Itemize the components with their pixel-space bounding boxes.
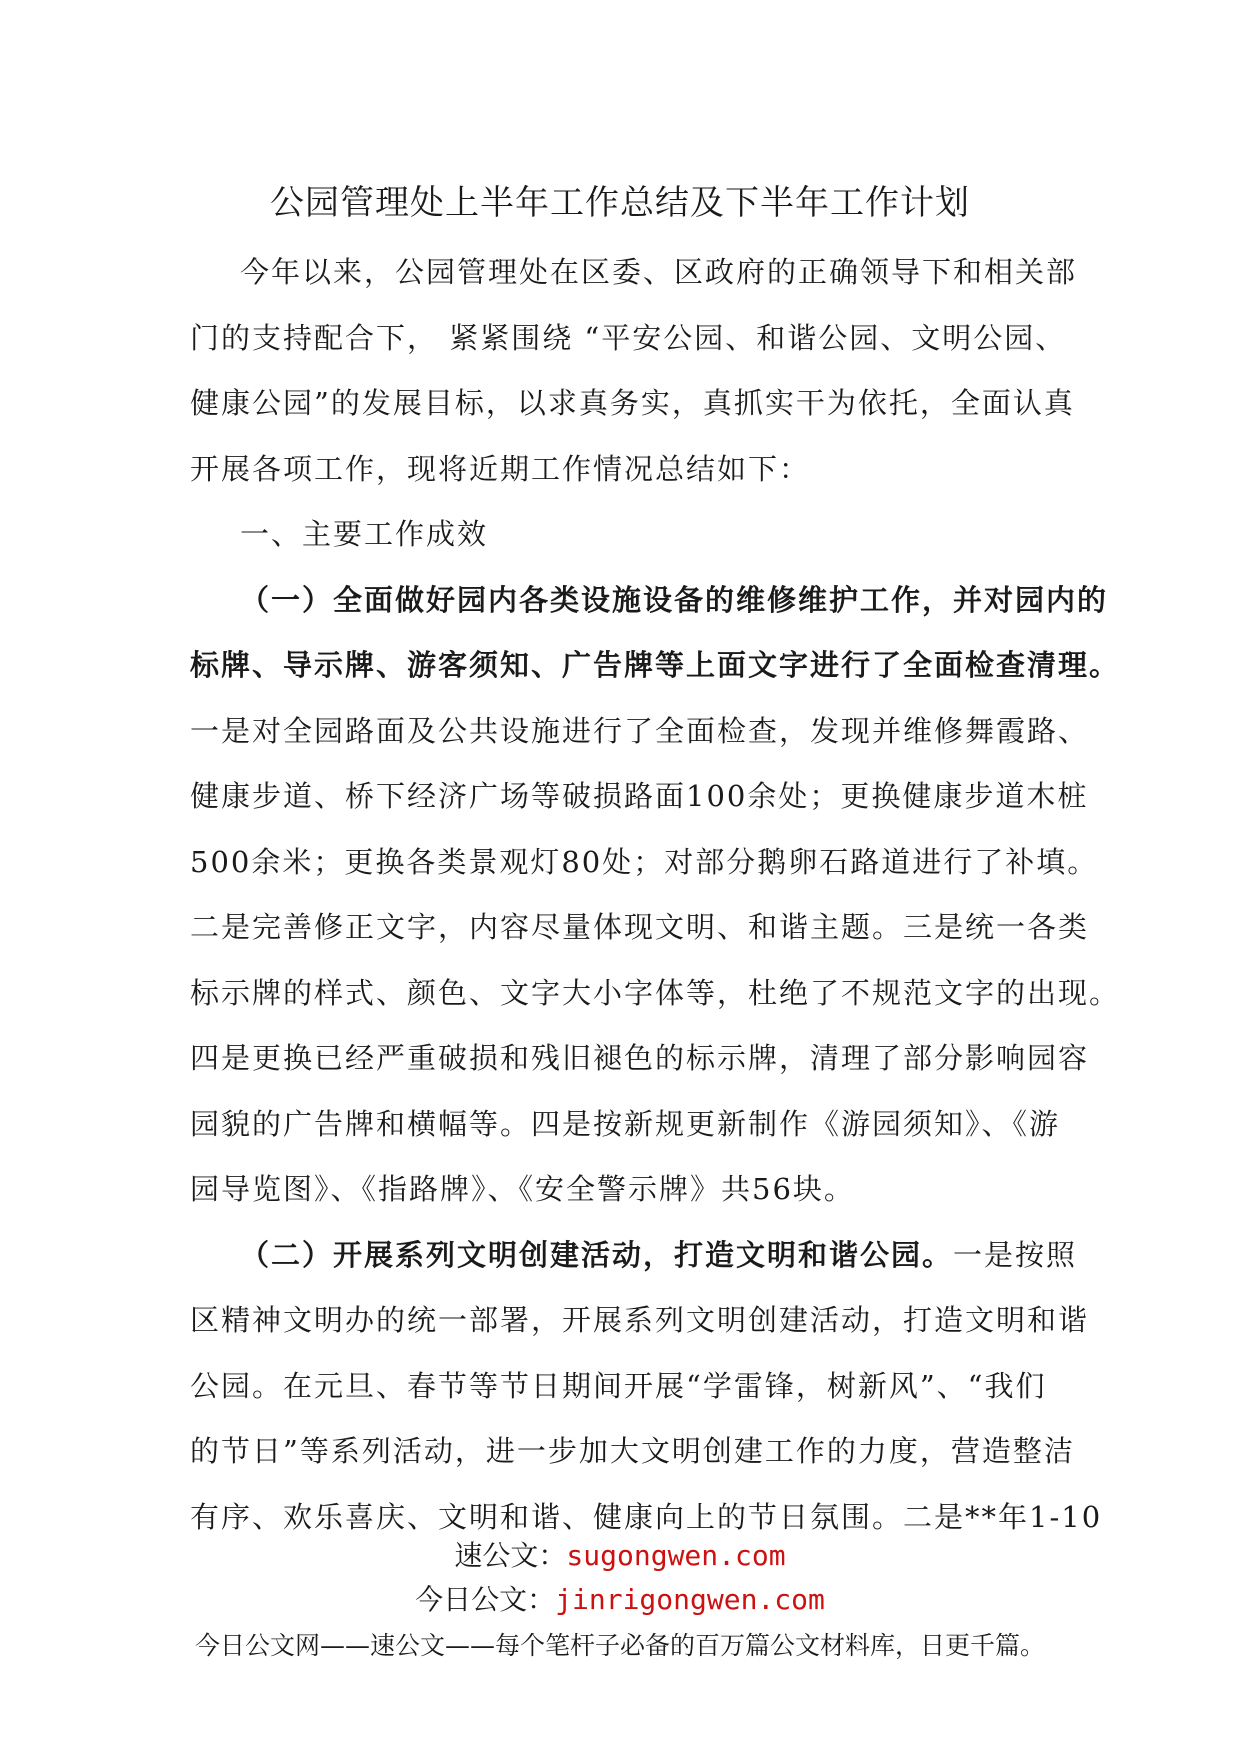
footer-label: 速公文： bbox=[454, 1539, 567, 1572]
paragraph-line: 一是对全园路面及公共设施进行了全面检查，发现并维修舞霞路、 bbox=[190, 713, 1090, 748]
footer-link-jinrigongwen[interactable]: jinrigongwen.com bbox=[555, 1583, 825, 1616]
paragraph-line: 二是完善修正文字，内容尽量体现文明、和谐主题。三是统一各类 bbox=[190, 910, 1090, 944]
paragraph-line: 区精神文明办的统一部署，开展系列文明创建活动，打造文明和谐 bbox=[190, 1303, 1090, 1337]
footer-tagline: 今日公文网——速公文——每个笔杆子必备的百万篇公文材料库，日更千篇。 bbox=[194, 1631, 1045, 1660]
footer-link-sugongwen[interactable]: sugongwen.com bbox=[566, 1539, 786, 1572]
subsection-heading-1-cont: 标牌、导示牌、游客须知、广告牌等上面文字进行了全面检查清理。 bbox=[190, 648, 1121, 682]
subsection-heading-1: （一）全面做好园内各类设施设备的维修维护工作，并对园内的 bbox=[240, 582, 1109, 617]
paragraph-line: 500余米；更换各类景观灯80处；对部分鹅卵石路道进行了补填。 bbox=[190, 844, 1099, 879]
document-title: 公园管理处上半年工作总结及下半年工作计划 bbox=[270, 183, 970, 223]
paragraph-line: 四是更换已经严重破损和残旧褪色的标示牌，清理了部分影响园容 bbox=[190, 1041, 1090, 1075]
subsection-heading-2: （二）开展系列文明创建活动，打造文明和谐公园。 bbox=[240, 1237, 954, 1272]
paragraph-line: 开展各项工作，现将近期工作情况总结如下： bbox=[190, 451, 811, 486]
footer-line-1 bbox=[0, 1534, 1240, 1574]
paragraph-line: 园貌的广告牌和横幅等。四是按新规更新制作《游园须知》、《游 bbox=[190, 1106, 1061, 1141]
paragraph-line: 有序、欢乐喜庆、文明和谐、健康向上的节日氛围。二是**年1-10 bbox=[190, 1499, 1103, 1534]
footer-label: 今日公文： bbox=[415, 1583, 556, 1616]
paragraph-line: 公园。在元旦、春节等节日期间开展“学雷锋，树新风”、“我们 bbox=[190, 1368, 1047, 1403]
paragraph-line: 标示牌的样式、颜色、文字大小字体等，杜绝了不规范文字的出现。 bbox=[190, 975, 1121, 1010]
section-heading: 一、主要工作成效 bbox=[240, 517, 489, 551]
document-body bbox=[190, 240, 1121, 1550]
paragraph-text: 一是按照 bbox=[953, 1237, 1078, 1272]
paragraph-line: 健康步道、桥下经济广场等破损路面100余处；更换健康步道木桩 bbox=[190, 779, 1089, 813]
paragraph-line: 园导览图》、《指路牌》、《安全警示牌》共56块。 bbox=[190, 1172, 855, 1206]
paragraph-line: 健康公园”的发展目标，以求真务实，真抓实干为依托，全面认真 bbox=[190, 386, 1075, 420]
paragraph-line: 门的支持配合下， 紧紧围绕 “平安公园、和谐公园、文明公园、 bbox=[190, 320, 1067, 355]
subsection-2-first-line bbox=[190, 1223, 1078, 1289]
footer-line-2 bbox=[0, 1578, 1240, 1618]
paragraph-line: 今年以来，公园管理处在区委、区政府的正确领导下和相关部 bbox=[240, 255, 1078, 289]
paragraph-line: 的节日”等系列活动，进一步加大文明创建工作的力度，营造整洁 bbox=[190, 1434, 1075, 1468]
